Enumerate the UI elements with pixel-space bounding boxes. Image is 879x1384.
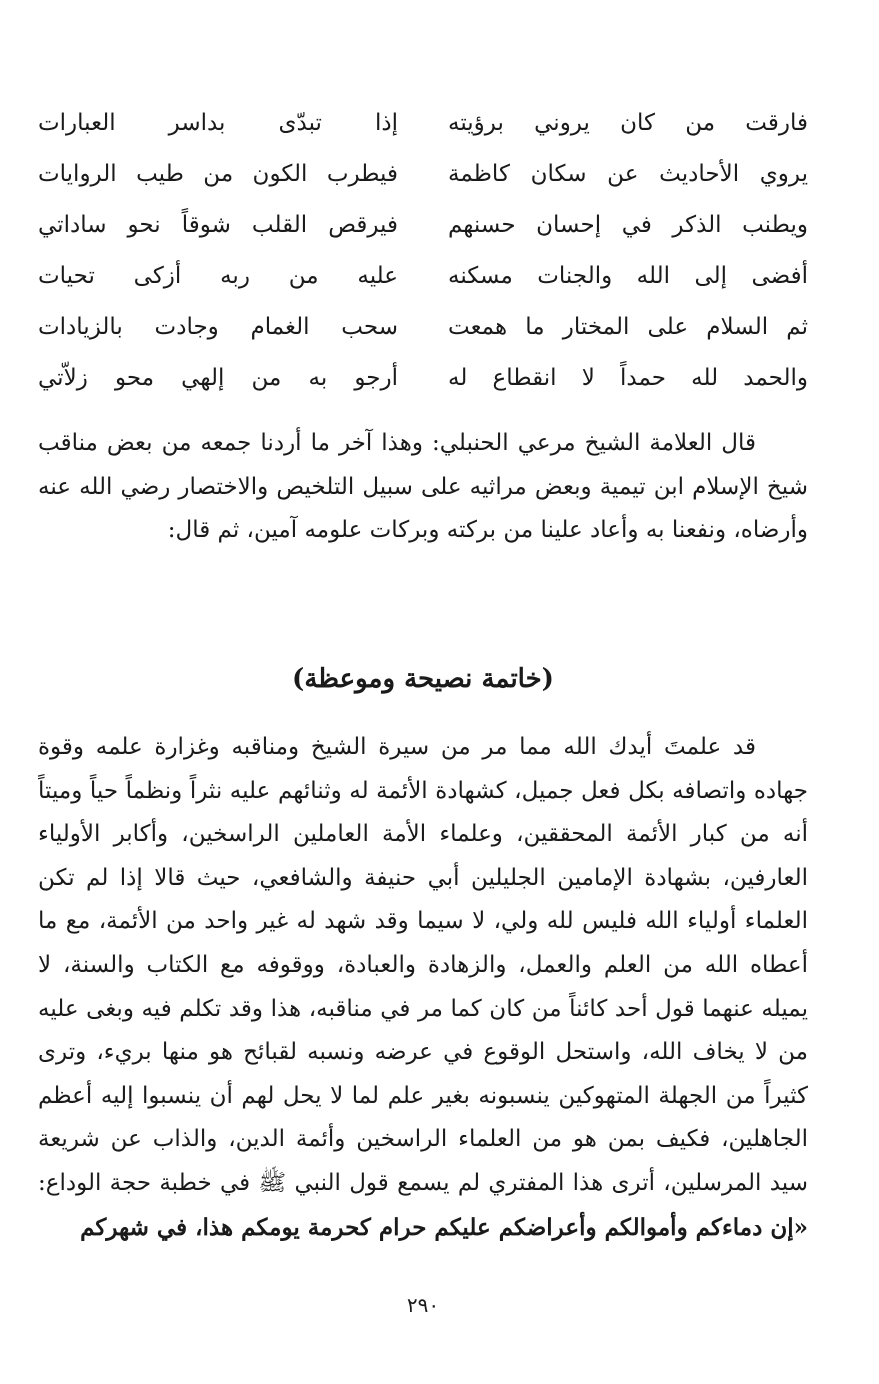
poem-verse (38, 304, 808, 350)
book-page (38, 100, 808, 1384)
verse-second-hemistich: سحب الغمام وجادت بالزيادات (38, 314, 398, 340)
verse-first-hemistich: يروي الأحاديث عن سكان كاظمة (448, 161, 808, 187)
verse-first-hemistich: والحمد لله حمداً لا انقطاع له (448, 365, 808, 391)
poem (38, 100, 808, 406)
poem-verse (38, 253, 808, 299)
main-paragraph (38, 726, 808, 1250)
poem-verse (38, 100, 808, 146)
poem-verse (38, 151, 808, 197)
verse-second-hemistich: فيطرب الكون من طيب الروايات (38, 161, 398, 187)
verse-second-hemistich: أرجو به من إلهي محو زلاّتي (38, 365, 398, 391)
hadith-quote: «إن دماءكم وأموالكم وأعراضكم عليكم حرام كحرمة يومكم هذا، في شهركم (80, 1213, 808, 1241)
poem-verse (38, 355, 808, 401)
intro-paragraph (38, 422, 808, 553)
verse-first-hemistich: ويطنب الذكر في إحسان حسنهم (448, 212, 808, 238)
verse-second-hemistich: عليه من ربه أزكى تحيات (38, 263, 398, 289)
verse-second-hemistich: إذا تبدّى بداسر العبارات (38, 110, 398, 136)
main-paragraph-text: قد علمتَ أيدك الله مما مر من سيرة الشيخ ومناقبه وغزارة علمه وقوة جهاده واتصافه بكل فعل جميل، كشهادة الأئمة له وثنائهم عليه نثراً ونظماً حياً وميتاً أنه من كبار الأئمة المحققين، وعلماء الأمة العاملين الراسخين، وأكابر الأولياء العارفين، بشهادة الإمامين الجليلين أبي حنيفة والشافعي، حيث قالا إذا لم تكن العلماء أولياء الله فليس لله ولي، لا سيما وقد شهد له غير واحد من الأئمة، مع ما أعطاه الله من العلم والعمل، والزهادة والعبادة، ووقوفه مع الكتاب والسنة، لا يميله عنهما قول أحد كائناً من كان كما مر في مناقبه، هذا وقد تكلم فيه وبغى عليه من لا يخاف الله، واستحل الوقوع في عرضه ونسبه لقبائح هو منها بريء، وترى كثيراً من الجهلة المتهوكين ينسبونه بغير علم لما لا يحل لهم أن ينسبوا إليه أعظم الجاهلين، فكيف بمن هو من العلماء الراسخين وأئمة الدين، والذاب عن شريعة سيد المرسلين، أترى هذا المفتري لم يسمع قول النبي ﷺ في خطبة حجة الوداع: (38, 734, 808, 1196)
verse-first-hemistich: فارقت من كان يروني برؤيته (448, 110, 808, 136)
intro-paragraph-text: قال العلامة الشيخ مرعي الحنبلي: وهذا آخر ما أردنا جمعه من بعض مناقب شيخ الإسلام ابن تيمية وبعض مراثيه على سبيل التلخيص والاختصار رضي الله عنه وأرضاه، ونفعنا به وأعاد علينا من بركته وبركات علومه آمين، ثم قال: (38, 430, 808, 544)
section-heading: (خاتمة نصيحة وموعظة) (292, 664, 554, 694)
verse-second-hemistich: فيرقص القلب شوقاً نحو ساداتي (38, 212, 398, 238)
page-number: ٢٩٠ (406, 1293, 440, 1317)
verse-first-hemistich: أفضى إلى الله والجنات مسكنه (448, 263, 808, 289)
verse-first-hemistich: ثم السلام على المختار ما همعت (448, 314, 808, 340)
poem-verse (38, 202, 808, 248)
